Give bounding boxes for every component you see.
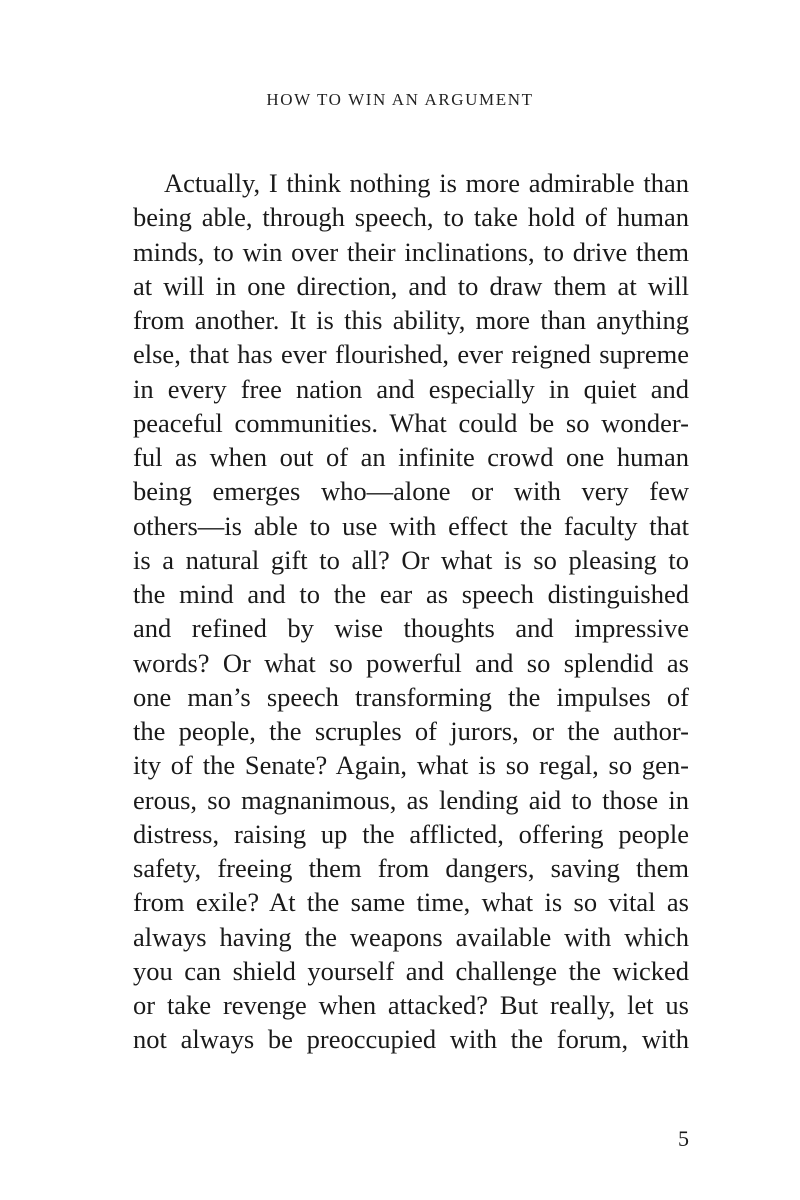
- body-paragraph: [133, 166, 689, 1057]
- text-line: is a natural gift to all? Or what is so pleasing to: [133, 544, 689, 575]
- page-number: 5: [678, 1126, 689, 1151]
- running-head: HOW TO WIN AN ARGUMENT: [266, 90, 534, 109]
- text-line: not always be preoccupied with the forum, with: [133, 1024, 689, 1055]
- text-line: minds, to win over their inclinations, to drive them: [133, 236, 689, 267]
- text-line: always having the weapons available with which: [133, 921, 689, 952]
- text-line: or take revenge when attacked? But really, let us: [133, 990, 689, 1020]
- text-line: the people, the scruples of jurors, or the author-: [133, 716, 689, 746]
- text-line: safety, freeing them from dangers, saving them: [133, 853, 689, 883]
- text-line: erous, so magnanimous, as lending aid to those in: [133, 784, 689, 815]
- text-line: others—is able to use with effect the faculty that: [133, 510, 689, 541]
- text-line: the mind and to the ear as speech distinguished: [133, 579, 689, 609]
- text-line: and refined by wise thoughts and impressive: [133, 613, 689, 644]
- text-line: being emerges who—alone or with very few: [133, 476, 689, 507]
- text-line: ful as when out of an infinite crowd one human: [133, 442, 689, 472]
- text-line: from another. It is this ability, more than anything: [133, 305, 689, 335]
- text-line: being able, through speech, to take hold of human: [133, 202, 689, 233]
- text-line: from exile? At the same time, what is so vital as: [133, 887, 689, 918]
- text-line: words? Or what so powerful and so splendid as: [133, 647, 689, 678]
- text-line: Actually, I think nothing is more admirable than: [164, 168, 689, 198]
- text-line: one man’s speech transforming the impulses of: [133, 681, 689, 712]
- text-line: peaceful communities. What could be so wonder-: [133, 407, 689, 438]
- text-line: ity of the Senate? Again, what is so regal, so gen-: [133, 750, 689, 781]
- text-line: else, that has ever flourished, ever reigned supreme: [133, 339, 689, 370]
- text-line: in every free nation and especially in quiet and: [133, 373, 689, 404]
- text-line: distress, raising up the afflicted, offering people: [133, 818, 689, 849]
- text-line: at will in one direction, and to draw them at will: [133, 270, 689, 301]
- text-line: you can shield yourself and challenge the wicked: [133, 955, 689, 986]
